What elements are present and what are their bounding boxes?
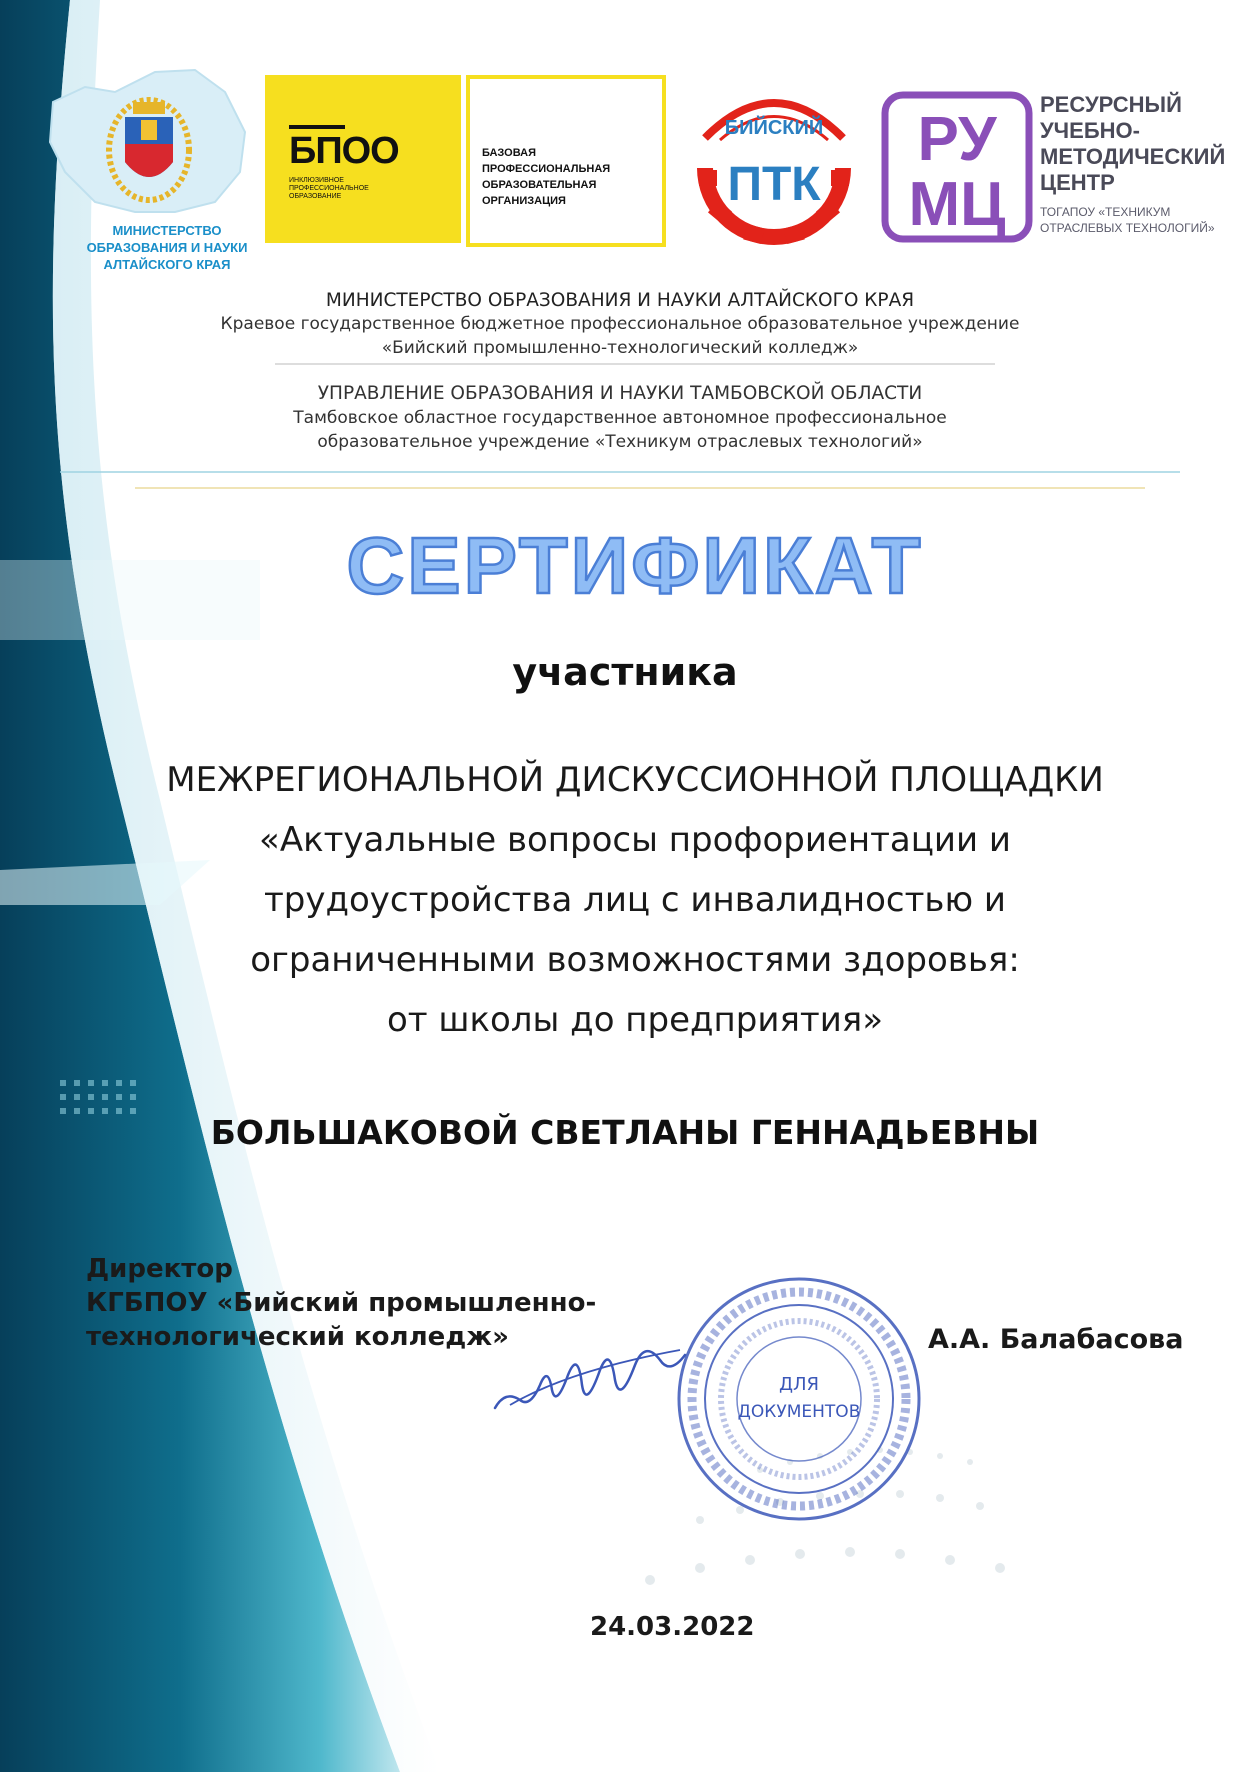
issue-date: 24.03.2022 bbox=[590, 1612, 755, 1642]
rumc-letters-bottom: МЦ bbox=[908, 170, 1006, 239]
event-description bbox=[130, 750, 1140, 1050]
rumc-title-line: ЦЕНТР bbox=[1040, 170, 1115, 195]
bpoo-logo-subtitle bbox=[289, 177, 449, 201]
handwritten-signature bbox=[490, 1330, 690, 1420]
ministry-logo-caption bbox=[82, 222, 252, 273]
rumc-logo-title bbox=[1040, 92, 1225, 196]
ministry-caption-line: АЛТАЙСКОГО КРАЯ bbox=[103, 257, 231, 272]
bpoo-logo-title: БПОО bbox=[289, 130, 399, 172]
event-line: «Актуальные вопросы профориентации и bbox=[259, 820, 1011, 860]
event-line: трудоустройства лиц с инвалидностью и bbox=[263, 880, 1006, 920]
rumc-letters-top: РУ bbox=[917, 105, 997, 174]
header-college-type: Краевое государственное бюджетное профессиональное образовательное учреждение bbox=[220, 314, 1020, 334]
header-ministry-tambov: УПРАВЛЕНИЕ ОБРАЗОВАНИЯ И НАУКИ ТАМБОВСКОЙ ОБЛАСТИ bbox=[317, 383, 923, 404]
event-line: МЕЖРЕГИОНАЛЬНОЙ ДИСКУССИОННОЙ ПЛОЩАДКИ bbox=[166, 760, 1104, 800]
bpoo-frame-text bbox=[482, 145, 652, 209]
ministry-caption-line: МИНИСТЕРСТВО bbox=[112, 223, 222, 238]
bpoo-frame-line: ОБРАЗОВАТЕЛЬНАЯ bbox=[482, 179, 597, 191]
event-line: от школы до предприятия» bbox=[386, 1000, 884, 1040]
rumc-logo bbox=[880, 90, 1034, 244]
header-ministry-altai: МИНИСТЕРСТВО ОБРАЗОВАНИЯ И НАУКИ АЛТАЙСКОГО КРАЯ bbox=[325, 290, 915, 311]
recipient-name: БОЛЬШАКОВОЙ СВЕТЛАНЫ ГЕННАДЬЕВНЫ bbox=[210, 1113, 1040, 1152]
header-technikum-type: Тамбовское областное государственное автономное профессиональное bbox=[293, 408, 947, 428]
director-line: Директор bbox=[86, 1254, 233, 1284]
header-college-name: «Бийский промышленно-технологический колледж» bbox=[381, 338, 859, 358]
bpoo-frame-line: ПРОФЕССИОНАЛЬНАЯ bbox=[482, 163, 611, 175]
rumc-title-line: РЕСУРСНЫЙ bbox=[1040, 92, 1182, 117]
rumc-title-line: МЕТОДИЧЕСКИЙ bbox=[1040, 144, 1226, 169]
official-seal-stamp bbox=[672, 1272, 926, 1526]
signer-name: А.А. Балабасова bbox=[928, 1324, 1184, 1355]
director-line: КГБПОУ «Бийский промышленно- bbox=[86, 1288, 597, 1318]
ptk-main-text: ПТК bbox=[727, 158, 821, 211]
header-technikum-name: образовательное учреждение «Техникум отраслевых технологий» bbox=[317, 432, 923, 452]
stamp-center-line: ДЛЯ bbox=[778, 1374, 820, 1395]
ministry-caption-line: ОБРАЗОВАНИЯ И НАУКИ bbox=[86, 240, 248, 255]
bpoo-frame-logo bbox=[466, 75, 666, 247]
ptk-gear-logo bbox=[685, 78, 863, 248]
bpoo-frame-line: БАЗОВАЯ bbox=[482, 147, 536, 159]
bpoo-sub-line: ИНКЛЮЗИВНОЕ bbox=[289, 177, 344, 184]
bpoo-sub-line: ОБРАЗОВАНИЕ bbox=[289, 193, 342, 200]
rumc-sub-line: ОТРАСЛЕВЫХ ТЕХНОЛОГИЙ» bbox=[1040, 221, 1215, 235]
bpoo-logo bbox=[265, 75, 461, 243]
director-line: технологический колледж» bbox=[86, 1322, 509, 1352]
rumc-sub-line: ТОГАПОУ «ТЕХНИКУМ bbox=[1040, 205, 1171, 219]
certificate-title: СЕРТИФИКАТ bbox=[346, 521, 924, 610]
bpoo-logo-bar bbox=[289, 125, 345, 129]
event-line: ограниченными возможностями здоровья: bbox=[250, 940, 1020, 980]
stamp-center-line: ДОКУМЕНТОВ bbox=[737, 1402, 861, 1422]
rumc-logo-subtitle bbox=[1040, 204, 1215, 236]
ptk-top-text: БИЙСКИЙ bbox=[724, 117, 824, 139]
ministry-emblem-logo bbox=[45, 62, 255, 232]
certificate-subtitle: участника bbox=[512, 650, 738, 694]
rumc-title-line: УЧЕБНО- bbox=[1040, 118, 1140, 143]
bpoo-sub-line: ПРОФЕССИОНАЛЬНОЕ bbox=[289, 185, 369, 192]
bpoo-frame-line: ОРГАНИЗАЦИЯ bbox=[482, 195, 566, 207]
